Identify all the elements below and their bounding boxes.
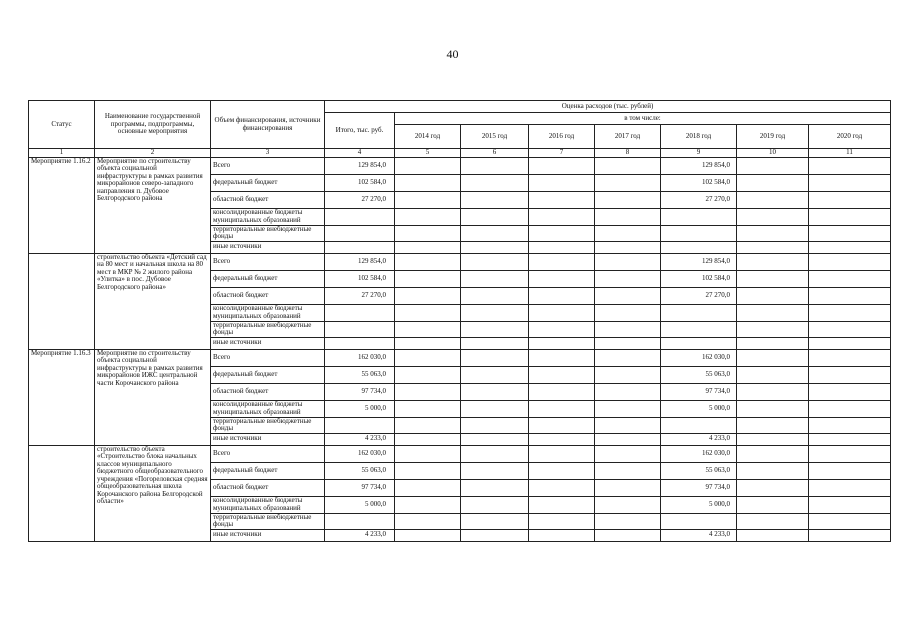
empty-year-cell (809, 253, 891, 270)
empty-year-cell (461, 366, 529, 383)
empty-year-cell (737, 157, 809, 174)
funding-source-cell: федеральный бюджет (211, 462, 325, 479)
status-cell (29, 253, 95, 349)
table-row (29, 445, 891, 462)
empty-year-cell (395, 208, 461, 225)
total-value-cell (325, 337, 395, 349)
empty-year-cell (809, 174, 891, 191)
empty-year-cell (529, 479, 595, 496)
total-value-cell (325, 321, 395, 337)
funding-source-cell: Всего (211, 253, 325, 270)
empty-year-cell (461, 445, 529, 462)
year-2018-value-cell: 27 270,0 (661, 191, 737, 208)
empty-year-cell (461, 529, 529, 541)
activity-name-cell: строительство объекта «Строительство блока начальных классов муниципального бюджетного общеобразовательного учреждения «Погореловская средняя общеобразовательная школа Корочанского района Белгородской области» (95, 445, 211, 541)
year-2018-value-cell (661, 337, 737, 349)
empty-year-cell (461, 496, 529, 513)
empty-year-cell (737, 337, 809, 349)
empty-year-cell (809, 337, 891, 349)
empty-year-cell (809, 496, 891, 513)
year-2018-value-cell (661, 417, 737, 433)
empty-year-cell (809, 304, 891, 321)
empty-year-cell (461, 349, 529, 366)
funding-source-cell: территориальные внебюджетные фонды (211, 321, 325, 337)
empty-year-cell (809, 270, 891, 287)
empty-year-cell (395, 349, 461, 366)
empty-year-cell (461, 208, 529, 225)
header-total: Итого, тыс. руб. (325, 113, 395, 149)
empty-year-cell (461, 417, 529, 433)
empty-year-cell (529, 225, 595, 241)
empty-year-cell (595, 337, 661, 349)
year-2018-value-cell: 129 854,0 (661, 157, 737, 174)
column-number: 7 (529, 149, 595, 158)
empty-year-cell (595, 445, 661, 462)
funding-source-cell: территориальные внебюджетные фонды (211, 225, 325, 241)
empty-year-cell (395, 400, 461, 417)
total-value-cell (325, 225, 395, 241)
funding-source-cell: иные источники (211, 337, 325, 349)
empty-year-cell (395, 433, 461, 445)
year-2018-value-cell: 4 233,0 (661, 433, 737, 445)
empty-year-cell (395, 321, 461, 337)
empty-year-cell (529, 304, 595, 321)
total-value-cell (325, 241, 395, 253)
empty-year-cell (595, 287, 661, 304)
funding-source-cell: федеральный бюджет (211, 366, 325, 383)
header-year: 2016 год (529, 125, 595, 149)
year-2018-value-cell: 5 000,0 (661, 496, 737, 513)
empty-year-cell (461, 157, 529, 174)
empty-year-cell (737, 321, 809, 337)
empty-year-cell (737, 253, 809, 270)
funding-source-cell: иные источники (211, 529, 325, 541)
empty-year-cell (461, 337, 529, 349)
empty-year-cell (461, 383, 529, 400)
total-value-cell: 102 584,0 (325, 174, 395, 191)
empty-year-cell (737, 383, 809, 400)
empty-year-cell (809, 479, 891, 496)
empty-year-cell (737, 270, 809, 287)
empty-year-cell (395, 462, 461, 479)
empty-year-cell (461, 191, 529, 208)
empty-year-cell (529, 445, 595, 462)
empty-year-cell (595, 433, 661, 445)
empty-year-cell (809, 433, 891, 445)
column-number: 3 (211, 149, 325, 158)
funding-source-cell: федеральный бюджет (211, 270, 325, 287)
total-value-cell: 129 854,0 (325, 157, 395, 174)
table-row (29, 157, 891, 174)
year-2018-value-cell (661, 241, 737, 253)
empty-year-cell (595, 270, 661, 287)
header-status: Статус (29, 101, 95, 149)
empty-year-cell (529, 529, 595, 541)
empty-year-cell (529, 513, 595, 529)
empty-year-cell (529, 174, 595, 191)
year-2018-value-cell: 162 030,0 (661, 349, 737, 366)
funding-source-cell: консолидированные бюджеты муниципальных образований (211, 496, 325, 513)
empty-year-cell (737, 287, 809, 304)
funding-source-cell: Всего (211, 445, 325, 462)
empty-year-cell (461, 287, 529, 304)
empty-year-cell (737, 400, 809, 417)
empty-year-cell (737, 433, 809, 445)
empty-year-cell (595, 304, 661, 321)
empty-year-cell (595, 513, 661, 529)
header-year: 2020 год (809, 125, 891, 149)
empty-year-cell (737, 304, 809, 321)
empty-year-cell (595, 241, 661, 253)
activity-name-cell: Мероприятие по строительству объекта социальной инфраструктуры в рамках развития микрорайонов северо-западного направления п. Дубовое Белгородского района (95, 157, 211, 253)
empty-year-cell (737, 349, 809, 366)
empty-year-cell (461, 400, 529, 417)
empty-year-cell (461, 479, 529, 496)
empty-year-cell (809, 321, 891, 337)
table-row (29, 349, 891, 366)
status-cell (29, 445, 95, 541)
header-estimate: Оценка расходов (тыс. рублей) (325, 101, 891, 113)
empty-year-cell (595, 383, 661, 400)
empty-year-cell (595, 479, 661, 496)
empty-year-cell (737, 496, 809, 513)
year-2018-value-cell (661, 208, 737, 225)
column-number: 10 (737, 149, 809, 158)
empty-year-cell (809, 417, 891, 433)
empty-year-cell (529, 417, 595, 433)
year-2018-value-cell: 5 000,0 (661, 400, 737, 417)
empty-year-cell (461, 304, 529, 321)
total-value-cell: 5 000,0 (325, 400, 395, 417)
empty-year-cell (395, 445, 461, 462)
empty-year-cell (737, 417, 809, 433)
empty-year-cell (461, 270, 529, 287)
year-2018-value-cell: 102 584,0 (661, 174, 737, 191)
empty-year-cell (395, 270, 461, 287)
total-value-cell: 27 270,0 (325, 191, 395, 208)
empty-year-cell (395, 191, 461, 208)
empty-year-cell (809, 462, 891, 479)
empty-year-cell (529, 241, 595, 253)
empty-year-cell (529, 349, 595, 366)
year-2018-value-cell: 162 030,0 (661, 445, 737, 462)
empty-year-cell (809, 241, 891, 253)
empty-year-cell (395, 479, 461, 496)
funding-source-cell: консолидированные бюджеты муниципальных образований (211, 208, 325, 225)
total-value-cell: 27 270,0 (325, 287, 395, 304)
empty-year-cell (461, 225, 529, 241)
total-value-cell: 5 000,0 (325, 496, 395, 513)
header-including: в том числе: (395, 113, 891, 125)
empty-year-cell (595, 208, 661, 225)
empty-year-cell (395, 383, 461, 400)
total-value-cell: 55 063,0 (325, 462, 395, 479)
empty-year-cell (529, 462, 595, 479)
year-2018-value-cell: 97 734,0 (661, 479, 737, 496)
empty-year-cell (809, 529, 891, 541)
empty-year-cell (395, 366, 461, 383)
empty-year-cell (737, 174, 809, 191)
funding-source-cell: консолидированные бюджеты муниципальных образований (211, 400, 325, 417)
empty-year-cell (595, 496, 661, 513)
empty-year-cell (595, 366, 661, 383)
status-cell: Мероприятие 1.16.2 (29, 157, 95, 253)
empty-year-cell (395, 337, 461, 349)
empty-year-cell (809, 400, 891, 417)
empty-year-cell (809, 225, 891, 241)
empty-year-cell (809, 208, 891, 225)
empty-year-cell (529, 321, 595, 337)
empty-year-cell (529, 400, 595, 417)
empty-year-cell (395, 304, 461, 321)
column-number: 5 (395, 149, 461, 158)
empty-year-cell (529, 337, 595, 349)
empty-year-cell (809, 383, 891, 400)
empty-year-cell (395, 157, 461, 174)
empty-year-cell (809, 349, 891, 366)
empty-year-cell (737, 513, 809, 529)
header-year: 2019 год (737, 125, 809, 149)
empty-year-cell (737, 208, 809, 225)
empty-year-cell (737, 462, 809, 479)
empty-year-cell (809, 287, 891, 304)
header-volume: Объем финансирования, источники финансирования (211, 101, 325, 149)
total-value-cell: 55 063,0 (325, 366, 395, 383)
column-number: 2 (95, 149, 211, 158)
budget-table (28, 100, 891, 542)
total-value-cell (325, 304, 395, 321)
year-2018-value-cell (661, 513, 737, 529)
year-2018-value-cell (661, 225, 737, 241)
empty-year-cell (595, 400, 661, 417)
empty-year-cell (595, 253, 661, 270)
empty-year-cell (529, 433, 595, 445)
empty-year-cell (395, 174, 461, 191)
empty-year-cell (395, 513, 461, 529)
empty-year-cell (595, 529, 661, 541)
empty-year-cell (595, 157, 661, 174)
empty-year-cell (461, 321, 529, 337)
funding-source-cell: областной бюджет (211, 287, 325, 304)
empty-year-cell (529, 253, 595, 270)
empty-year-cell (395, 496, 461, 513)
empty-year-cell (461, 433, 529, 445)
total-value-cell: 97 734,0 (325, 479, 395, 496)
column-number: 8 (595, 149, 661, 158)
empty-year-cell (809, 366, 891, 383)
funding-source-cell: областной бюджет (211, 191, 325, 208)
empty-year-cell (395, 253, 461, 270)
empty-year-cell (809, 191, 891, 208)
year-2018-value-cell: 55 063,0 (661, 462, 737, 479)
year-2018-value-cell: 4 233,0 (661, 529, 737, 541)
empty-year-cell (809, 445, 891, 462)
empty-year-cell (809, 157, 891, 174)
empty-year-cell (529, 383, 595, 400)
activity-name-cell: Мероприятие по строительству объекта социальной инфраструктуры в рамках развития микрорайонов ИЖС центральной части Корочанского района (95, 349, 211, 445)
funding-source-cell: территориальные внебюджетные фонды (211, 417, 325, 433)
funding-source-cell: федеральный бюджет (211, 174, 325, 191)
column-number: 4 (325, 149, 395, 158)
year-2018-value-cell: 55 063,0 (661, 366, 737, 383)
empty-year-cell (529, 496, 595, 513)
empty-year-cell (737, 191, 809, 208)
empty-year-cell (595, 174, 661, 191)
total-value-cell (325, 208, 395, 225)
empty-year-cell (395, 417, 461, 433)
funding-source-cell: территориальные внебюджетные фонды (211, 513, 325, 529)
funding-source-cell: Всего (211, 349, 325, 366)
total-value-cell: 162 030,0 (325, 349, 395, 366)
empty-year-cell (529, 191, 595, 208)
header-year: 2014 год (395, 125, 461, 149)
page-number: 40 (446, 47, 459, 61)
year-2018-value-cell: 97 734,0 (661, 383, 737, 400)
empty-year-cell (529, 287, 595, 304)
empty-year-cell (529, 366, 595, 383)
empty-year-cell (461, 241, 529, 253)
empty-year-cell (737, 241, 809, 253)
funding-source-cell: иные источники (211, 241, 325, 253)
empty-year-cell (595, 225, 661, 241)
empty-year-cell (737, 529, 809, 541)
empty-year-cell (461, 174, 529, 191)
total-value-cell: 102 584,0 (325, 270, 395, 287)
empty-year-cell (737, 225, 809, 241)
header-year: 2018 год (661, 125, 737, 149)
total-value-cell: 162 030,0 (325, 445, 395, 462)
empty-year-cell (737, 445, 809, 462)
year-2018-value-cell: 102 584,0 (661, 270, 737, 287)
empty-year-cell (395, 529, 461, 541)
year-2018-value-cell (661, 321, 737, 337)
column-number: 11 (809, 149, 891, 158)
total-value-cell: 97 734,0 (325, 383, 395, 400)
empty-year-cell (595, 417, 661, 433)
empty-year-cell (461, 513, 529, 529)
year-2018-value-cell: 27 270,0 (661, 287, 737, 304)
empty-year-cell (809, 513, 891, 529)
empty-year-cell (529, 157, 595, 174)
empty-year-cell (395, 241, 461, 253)
empty-year-cell (595, 462, 661, 479)
empty-year-cell (529, 208, 595, 225)
header-year: 2017 год (595, 125, 661, 149)
funding-source-cell: Всего (211, 157, 325, 174)
empty-year-cell (529, 270, 595, 287)
status-cell: Мероприятие 1.16.3 (29, 349, 95, 445)
empty-year-cell (595, 321, 661, 337)
column-number: 1 (29, 149, 95, 158)
column-number: 6 (461, 149, 529, 158)
header-name: Наименование государственной программы, подпрограммы, основные мероприятия (95, 101, 211, 149)
empty-year-cell (595, 191, 661, 208)
activity-name-cell: строительство объекта «Детский сад на 80 мест и начальная школа на 80 мест в МКР № 2 жилого района «Улитка» в пос. Дубовое Белгородского района» (95, 253, 211, 349)
funding-source-cell: областной бюджет (211, 383, 325, 400)
funding-source-cell: иные источники (211, 433, 325, 445)
empty-year-cell (461, 253, 529, 270)
empty-year-cell (395, 287, 461, 304)
funding-source-cell: консолидированные бюджеты муниципальных образований (211, 304, 325, 321)
total-value-cell (325, 513, 395, 529)
empty-year-cell (461, 462, 529, 479)
empty-year-cell (737, 479, 809, 496)
total-value-cell: 4 233,0 (325, 433, 395, 445)
empty-year-cell (595, 349, 661, 366)
column-number: 9 (661, 149, 737, 158)
year-2018-value-cell (661, 304, 737, 321)
total-value-cell: 129 854,0 (325, 253, 395, 270)
funding-source-cell: областной бюджет (211, 479, 325, 496)
year-2018-value-cell: 129 854,0 (661, 253, 737, 270)
total-value-cell: 4 233,0 (325, 529, 395, 541)
total-value-cell (325, 417, 395, 433)
table-row (29, 253, 891, 270)
empty-year-cell (395, 225, 461, 241)
header-year: 2015 год (461, 125, 529, 149)
empty-year-cell (737, 366, 809, 383)
